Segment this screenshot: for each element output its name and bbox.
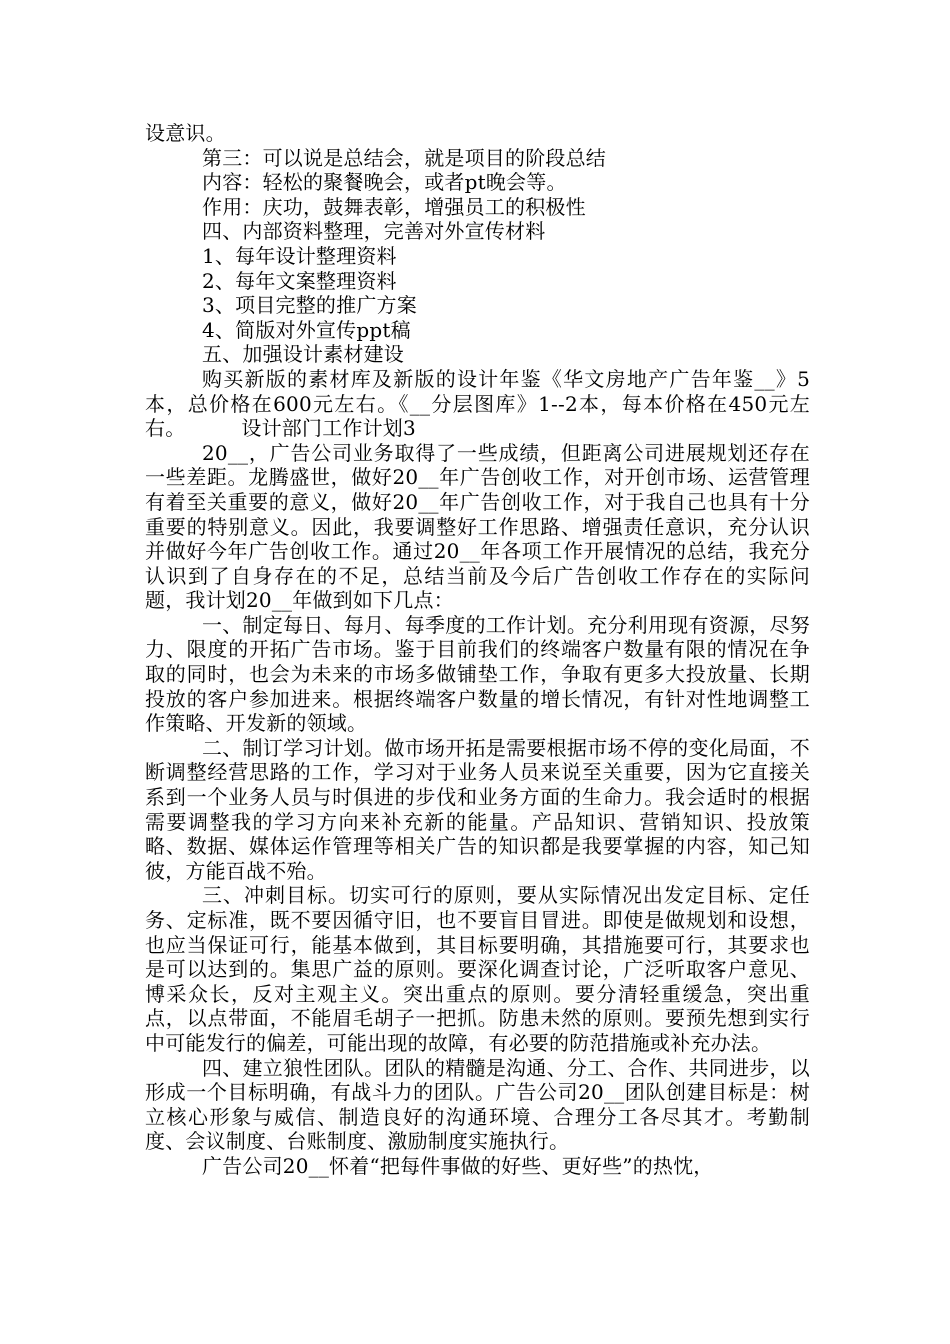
paragraph-text: 广告公司20__怀着“把每件事做的好些、更好些”的热忱， [202,1153,714,1178]
list-item [145,269,810,294]
paragraph-text: 20__，广告公司业务取得了一些成绩，但距离公司进展规划还存在一些差距。龙腾盛世，做好20__年广告创收工作，对开创市场、运营管理有着至关重要的意义，做好20__年广告创收工作，对于我自己也具有十分重要的特别意义。因此，我要调整好工作思路、增强责任意识，充分认识并做好今年广告创收工作。通过20__年各项工作开展情况的总结，我充分认识到了自身存在的不足，总结当前及今后广告创收工作存在的实际问题，我计划20__年做到如下几点： [145,440,810,613]
paragraph [145,1154,810,1179]
list-item [145,244,810,269]
paragraph [145,613,810,736]
paragraph [145,170,810,195]
paragraph-text: 二、制订学习计划。做市场开拓是需要根据市场不停的变化局面，不断调整经营思路的工作，学习对于业务人员来说至关重要，因为它直接关系到一个业务人员与时俱进的步伐和业务方面的生命力。我会适时的根据需要调整我的学习方向来补充新的能量。产品知识、营销知识、投放策略、数据、媒体运作管理等相关广告的知识都是我要掌握的内容，知己知彼，方能百战不殆。 [145,735,810,883]
paragraph-text: 四、内部资料整理，完善对外宣传材料 [202,219,546,244]
paragraph [145,121,810,146]
paragraph [145,367,810,441]
paragraph [145,883,810,1055]
list-item [145,318,810,343]
paragraph-text: 设意识。 [145,121,226,145]
paragraph [145,1056,810,1154]
paragraph-text: 2、每年文案整理资料 [202,268,397,293]
paragraph-text: 购买新版的素材库及新版的设计年鉴《华文房地产广告年鉴__》5本，总价格在600元左右。《__分层图库》1--2本，每本价格在450元左右。 [145,366,810,441]
paragraph-text: 五、加强设计素材建设 [202,342,404,367]
paragraph-text: 4、简版对外宣传ppt稿 [202,317,411,342]
paragraph-text: 第三：可以说是总结会，就是项目的阶段总结 [202,145,606,170]
section-heading [145,342,810,367]
paragraph [145,441,810,613]
paragraph-text: 1、每年设计整理资料 [202,243,397,268]
paragraph-text: 作用：庆功，鼓舞表彰，增强员工的积极性 [202,194,586,219]
paragraph-text: 四、建立狼性团队。团队的精髓是沟通、分工、合作、共同进步，以形成一个目标明确，有战斗力的团队。广告公司20__团队创建目标是：树立核心形象与威信、制造良好的沟通环境、合理分工各尽其才。考勤制度、会议制度、台账制度、激励制度实施执行。 [145,1055,810,1154]
paragraph [145,146,810,171]
paragraph-text: 3、项目完整的推广方案 [202,293,417,318]
paragraph [145,736,810,884]
section-heading [145,219,810,244]
paragraph-text: 三、冲刺目标。切实可行的原则，要从实际情况出发定目标、定任务、定标准，既不要因循守旧，也不要盲目冒进。即使是做规划和设想，也应当保证可行，能基本做到，其目标要明确，其措施要可行，其要求也是可以达到的。集思广益的原则。要深化调查讨论，广泛听取客户意见、博采众长，反对主观主义。突出重点的原则。要分清轻重缓急，突出重点，以点带面，不能眉毛胡子一把抓。防患未然的原则。要预先想到实行中可能发行的偏差，可能出现的故障，有必要的防范措施或补充办法。 [145,883,810,1055]
paragraph-text: 内容：轻松的聚餐晚会，或者pt晚会等。 [202,170,567,195]
paragraph-text: 一、制定每日、每月、每季度的工作计划。充分利用现有资源，尽努力、限度的开拓广告市场。鉴于目前我们的终端客户数量有限的情况在争取的同时，也会为未来的市场多做铺垫工作，争取有更多大投放量、长期投放的客户参加进来。根据终端客户数量的增长情况，有针对性地调整工作策略、开发新的领域。 [145,612,810,736]
document-body [145,121,810,1179]
list-item [145,293,810,318]
paragraph [145,195,810,220]
inline-heading: 设计部门工作计划3 [241,416,416,441]
